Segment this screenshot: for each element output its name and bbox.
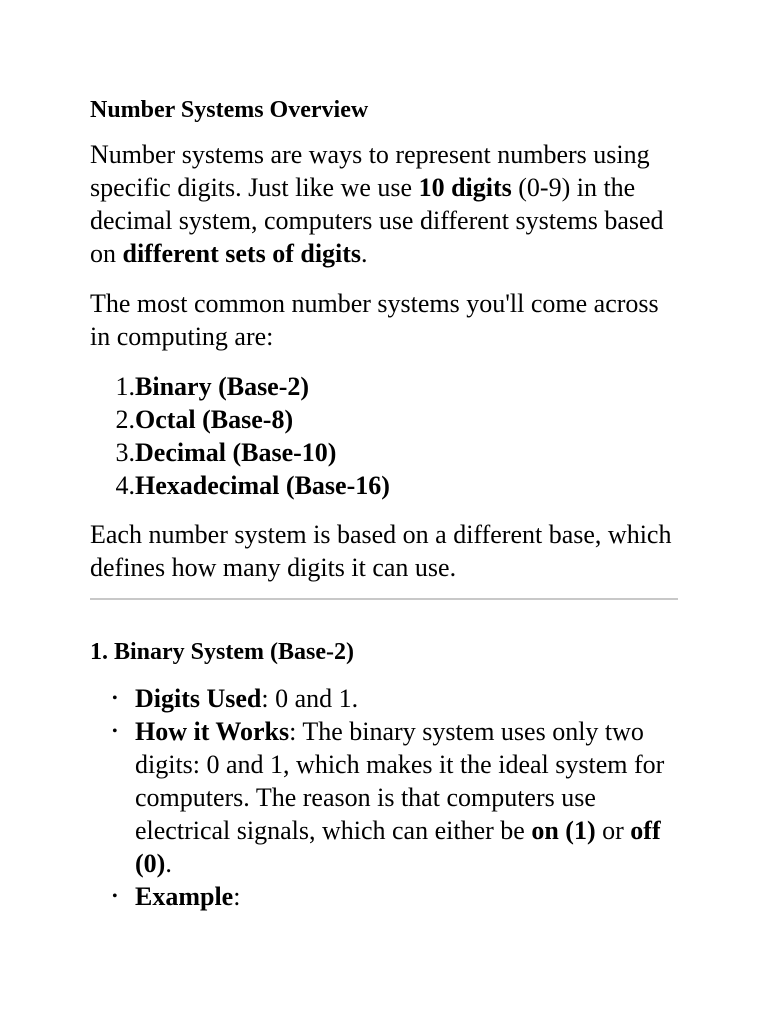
how-it-works-label: How it Works [135,717,290,746]
off-label: off (0) [135,816,661,878]
section-divider [90,598,678,600]
intro-text-1: Number systems are ways to represent numbers using specific digits. Just like we use [90,140,650,202]
list-item [90,469,678,502]
intro-bold-10-digits: 10 digits [418,173,512,202]
list-item [90,403,678,436]
list-item-how-it-works [90,715,678,880]
digits-used-text: : 0 and 1. [261,684,359,713]
digits-used-label: Digits Used [135,684,262,713]
list-item-number: 2. [115,405,135,434]
binary-section-heading: 1. Binary System (Base-2) [90,639,354,665]
page-title: Number Systems Overview [90,97,369,123]
intro-text-2: (0-9) in the decimal system, computers use different systems based on [90,173,664,268]
bullet-icon: • [112,723,118,740]
example-label: Example [135,882,234,911]
list-item-label: Decimal (Base-10) [135,438,337,467]
list-item [90,436,678,469]
intro-bold-digit-sets: different sets of digits [122,239,362,268]
list-item-digits-used [90,682,678,715]
on-label: on (1) [531,816,596,845]
list-item-number: 1. [115,372,135,401]
intro-text-3: . [361,239,368,268]
list-item-number: 3. [115,438,135,467]
bullet-icon: • [112,888,118,905]
list-item [90,370,678,403]
list-item-number: 4. [115,471,135,500]
intro-paragraph [90,138,678,270]
end-text: . [165,849,172,878]
list-item-label: Binary (Base-2) [135,372,310,401]
list-item-label: Octal (Base-8) [135,405,294,434]
how-it-works-text: : The binary system uses only two digits: 0 and 1, which makes it the ideal system for computers. The reason is that computers use electrical signals, which can either be [135,717,665,845]
example-text: : [233,882,241,911]
list-item-example [90,880,678,913]
number-systems-list [90,370,678,502]
or-text: or [595,816,631,845]
base-paragraph: Each number system is based on a different base, which defines how many digits it can use. [90,520,672,582]
list-item-label: Hexadecimal (Base-16) [135,471,390,500]
binary-details-list [90,682,678,913]
common-systems-paragraph: The most common number systems you'll come across in computing are: [90,289,659,351]
bullet-icon: • [112,690,118,707]
